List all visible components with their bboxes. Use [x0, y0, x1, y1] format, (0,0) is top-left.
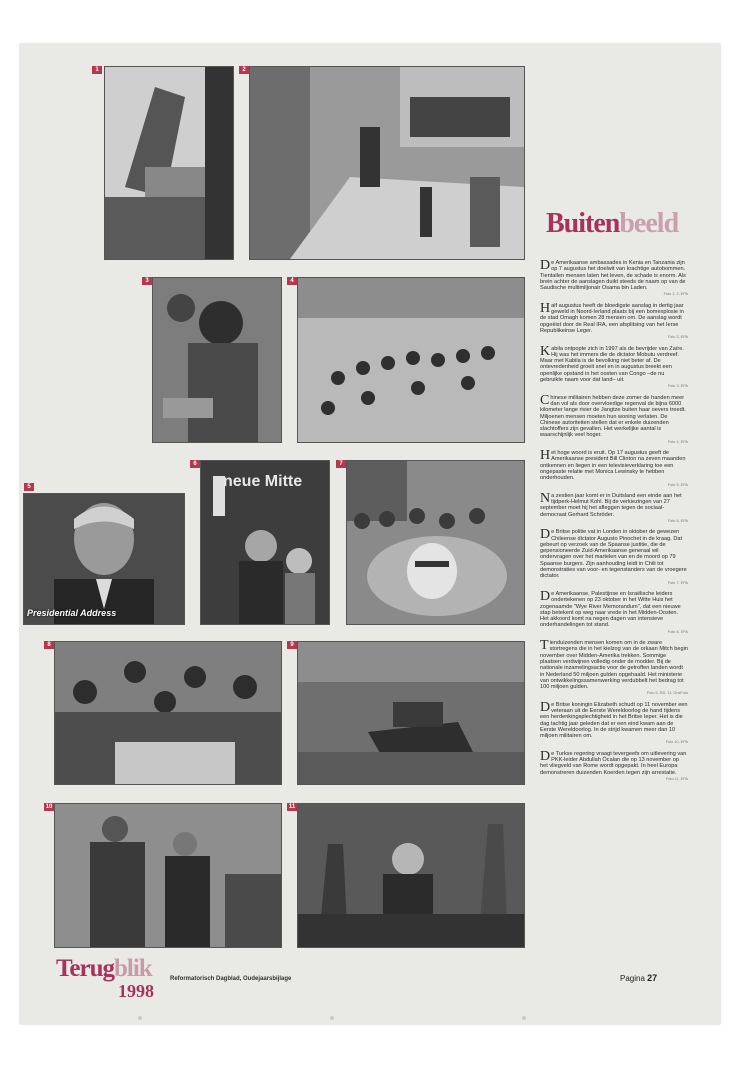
- photo-number: 3: [142, 277, 152, 285]
- photo-schroder-victory: [200, 460, 330, 625]
- photo-number: 2: [239, 66, 249, 74]
- article: De Britse koningin Elizabeth schudt op 11 november een veteraan uit de Eerste Wereldoorlog de hand tijdens een herdenkingsplechtigheid in het Britse Ieper. Het is die dag tachtig jaar geleden dat er een eind kwam aan de Eerste Wereldoorlog. In de strijd kwamen meer dan 10 miljoen militairen om. Foto 10, EPA: [540, 699, 688, 745]
- photo-omagh-street: [249, 66, 525, 260]
- article: De Britse politie vat in Londen in oktober de gewezen Chileense dictator Augusto Pinochet in de kraag. Dat gebeurt op verzoek van de Spaanse justitie, die de gepensioneerde Zuid-Amerikaanse generaal wil ondervragen over het martelen van en de moord op 79 Spaanse burgers. Zijn aanhouding leidt in Chili tot demonstraties van voor- en tegenstanders van de vroegere dictator. Foto 7, EPA: [540, 527, 688, 585]
- photo-number: 11: [288, 804, 296, 810]
- photo-mitch-mudslide: [297, 641, 525, 785]
- photo-wye-signing: [54, 641, 282, 785]
- photo-number: 1: [92, 66, 102, 74]
- masthead-post: blik: [113, 955, 152, 982]
- photo-clinton-address: [23, 493, 185, 625]
- masthead-pre: Terug: [56, 955, 114, 982]
- photo-caption: Presidential Address: [27, 608, 117, 618]
- page-number: 27: [647, 973, 658, 983]
- article: Tienduizenden mensen komen om in de zware stortregens die in het kielzog van de orkaan Mitch begin november over Midden-Amerika trekken. Sommige plaatsen verdwijnen volledig onder de modder. Bij de nationale inzamelingsactie voor de getroffen landen wordt in Nederland 50 miljoen gulden opgehaald. Het ministerie van ontwikkelingssamenwerking verdubbelt het bedrag tot 100 miljoen gulden. Foto 9, RD, 11, OnsFoto: [540, 638, 688, 696]
- photo-number: 8: [44, 641, 54, 649]
- photo-number: 5: [24, 483, 34, 491]
- article: Half augustus heeft de bloedigste aanslag in dertig jaar geweld in Noord-Ierland plaats bij een bomexplosie in de stad Omagh komen 28 mensen om. De aanslag wordt opgeëist door de Real IRA, een afsplitsing van het Ierse Republikeinse Leger. Foto 3, EPA: [540, 300, 688, 340]
- binding-hole: [522, 1016, 526, 1020]
- section-title: [546, 208, 678, 240]
- article: De Turkse regering vraagt tevergeefs om uitlevering van PKK-leider Abdullah Öcalan die op 13 november op het vliegveld van Rome wordt opgepakt. In heel Europa demonstreren duizenden Koerden tegen zijn arrestatie. Foto 11, EPA: [540, 748, 688, 781]
- article-column: [540, 260, 688, 787]
- masthead-logo: [56, 955, 154, 1001]
- footer-page: [620, 973, 657, 983]
- photo-congo-soldier: [152, 277, 282, 443]
- article: De Amerikaanse, Palestijnse en Israëlische leiders ondertekenen op 23 oktober in het Witte Huis het zogenaamde "Wye River Memorandum", dat een nieuwe stap betekent op weg naar vrede in het Midden-Oosten. Het akkoord komt na negen dagen van intensieve onderhandelingen tot stand. Foto 8, EPA: [540, 588, 688, 634]
- photo-pinochet-protest: [346, 460, 525, 625]
- article: Kabila ontpopte zich in 1997 als de bevrijder van Zaïre. Hij was het immers die de dictator Mobutu verdreef. Maar met Kabila is de bevolking niet beter af. De ontevredenheid groeit snel en in augustus breekt een openlijke opstand in het oosten van Congo –de nu gebruikte naam voor dat land– uit. Foto 3, EPA: [540, 343, 688, 389]
- page-label: Pagina: [620, 974, 645, 983]
- photo-embassy-building: [104, 66, 234, 260]
- section-title-post: beeld: [619, 208, 679, 239]
- photo-number: 4: [287, 277, 297, 285]
- sign-text: neue Mitte: [223, 473, 303, 490]
- section-title-pre: Buiten: [546, 208, 620, 239]
- article: Na zestien jaar komt er in Duitsland een einde aan het tijdperk-Helmut Kohl. Bij de verkiezingen van 27 september moet hij het afleggen tegen de sociaal-democraat Gerhard Schröder. Foto 6, EPA: [540, 490, 688, 523]
- masthead-year: 1998: [118, 981, 154, 1001]
- article: De Amerikaanse ambassades in Kenia en Tanzania zijn op 7 augustus het doelwit van krachtige autobommen. Tientallen mensen laten het leven, de schade is enorm. Als brein achter de aanslagen duikt steeds de naam op van de Saudische multimiljonair Osama bin Laden. Foto 1, 2, EPA: [540, 258, 688, 297]
- footer-paper-name: Reformatorisch Dagblad, Oudejaarsbijlage: [170, 976, 292, 982]
- photo-kurdish-protest: [297, 803, 525, 948]
- photo-number: 7: [336, 460, 346, 468]
- photo-china-flood: [297, 277, 525, 443]
- photo-queen-veteran: [54, 803, 282, 948]
- photo-number: 6: [190, 460, 200, 468]
- article: Chinese militairen hebben deze zomer de handen meer dan vol als door overvloedige regenval de bijna 6000 kilometer lange rivier de Jangtze buiten haar oevers treedt. Miljoenen mensen moeten hun woning verlaten. De Chinese autoriteiten stellen dat er enkele duizenden slachtoffers zijn gevallen. Het werkelijke aantal is waarschijnlijk veel hoger. Foto 4, EPA: [540, 392, 688, 444]
- binding-hole: [138, 1016, 142, 1020]
- binding-hole: [330, 1016, 334, 1020]
- photo-number: 10: [45, 804, 53, 810]
- photo-number: 9: [287, 641, 297, 649]
- article: Het hoge woord is eruit. Op 17 augustus geeft de Amerikaanse president Bill Clinton na zeven maanden ontkennen en liegen in een televisieverklaring toe een ongepaste relatie met Monica Lewinsky te hebben onderhouden. Foto 5, EPA: [540, 448, 688, 487]
